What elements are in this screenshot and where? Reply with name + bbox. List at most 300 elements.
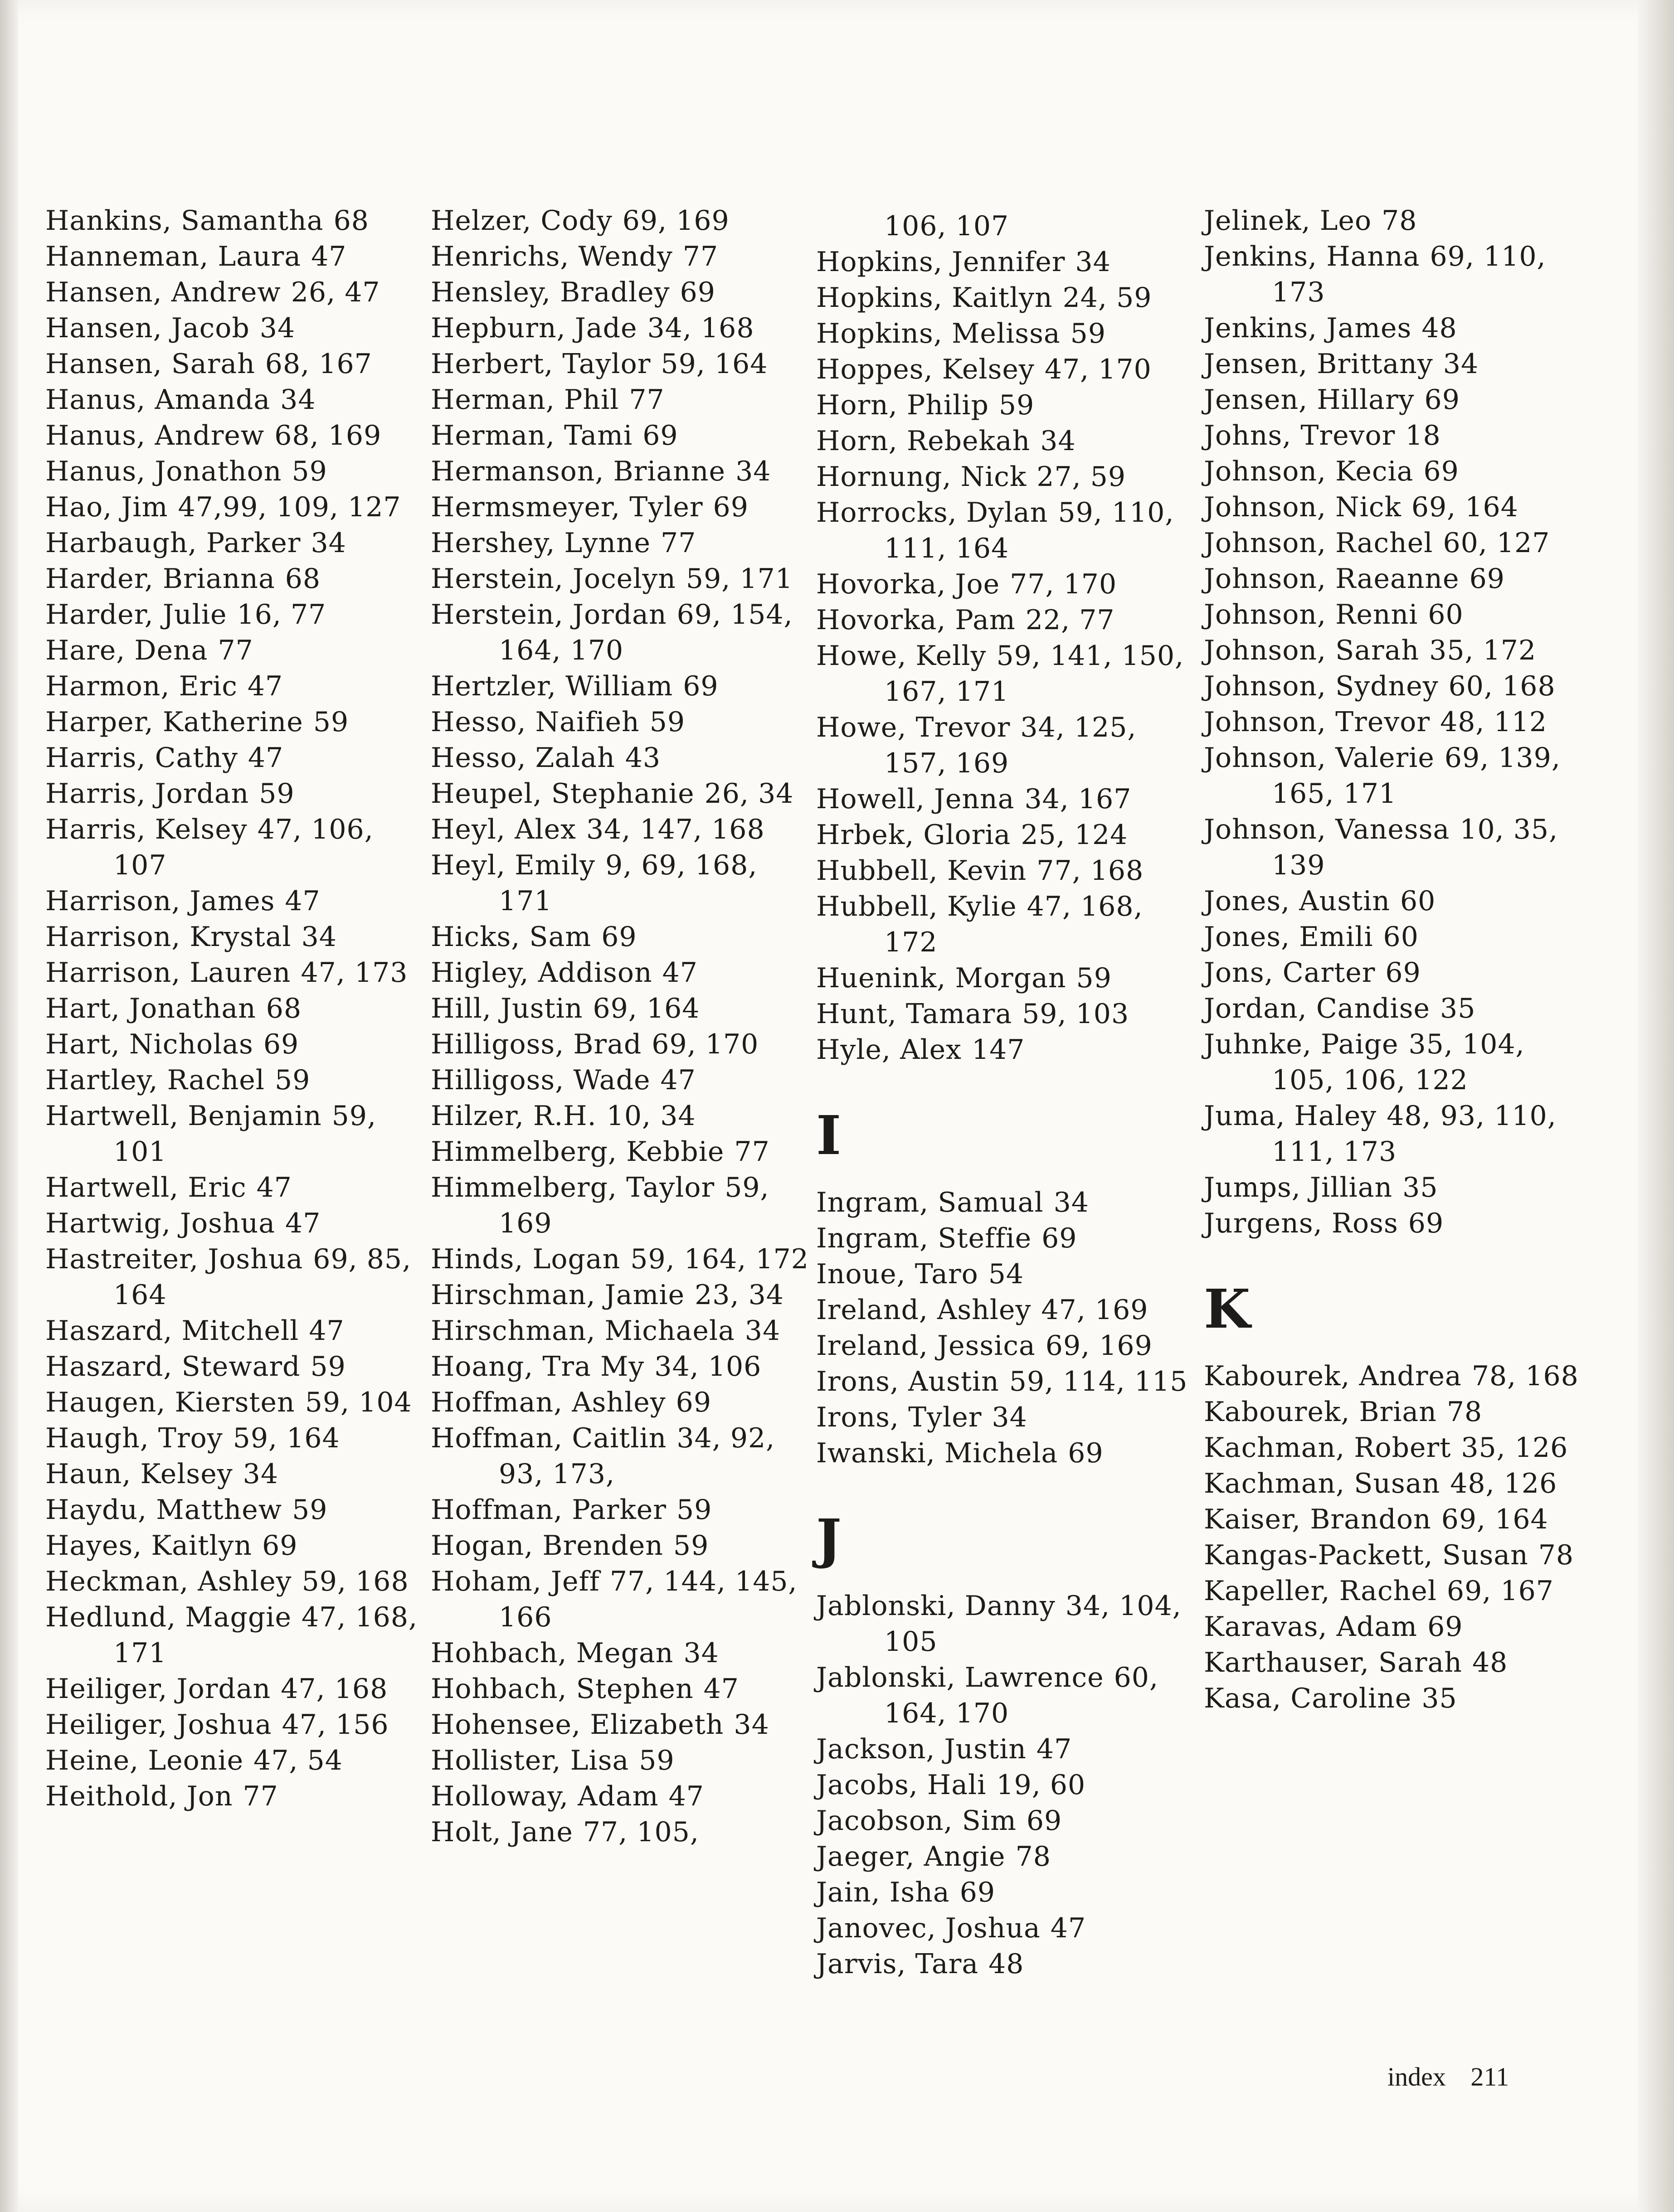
- entry-name: Jenkins, James: [1204, 312, 1412, 344]
- entry-name: Kabourek, Andrea: [1204, 1360, 1462, 1392]
- index-entry: [1204, 1573, 1585, 1609]
- entry-pages: 59, 164: [661, 348, 768, 380]
- entry-name: Jacobson, Sim: [816, 1805, 1017, 1837]
- index-entry: [1204, 1645, 1585, 1681]
- entry-pages: 69: [683, 670, 719, 702]
- entry-name: Hubbell, Kylie: [816, 891, 1017, 922]
- entry-pages: 69, 164: [1441, 1504, 1548, 1535]
- entry-continuation: 106, 107: [884, 210, 1009, 242]
- index-entry: [431, 382, 812, 418]
- index-entry: [431, 346, 812, 382]
- entry-pages: 69, 169: [622, 205, 730, 237]
- entry-pages: 68, 167: [265, 348, 372, 380]
- entry-pages: 59: [292, 1494, 328, 1526]
- entry-pages: 77: [734, 1136, 770, 1168]
- index-entry: [816, 1803, 1197, 1839]
- entry-name: Hanus, Jonathon: [45, 456, 282, 487]
- index-column-2: [431, 203, 812, 1850]
- index-entry: [1204, 1394, 1585, 1430]
- entry-name: Herstein, Jocelyn: [431, 563, 676, 595]
- entry-name: Hartwell, Benjamin: [45, 1100, 322, 1132]
- entry-pages: 34: [1075, 246, 1111, 278]
- entry-name: Ingram, Samual: [816, 1187, 1044, 1218]
- entry-name: Heithold, Jon: [45, 1780, 233, 1812]
- index-entry: [816, 1911, 1197, 1946]
- index-entry: [816, 1328, 1197, 1364]
- index-entry: [1204, 1358, 1585, 1394]
- entry-pages: 78, 168: [1471, 1360, 1579, 1392]
- index-entry: [45, 597, 426, 633]
- entry-pages: 69, 167: [1446, 1575, 1554, 1607]
- index-entry: [45, 1492, 426, 1528]
- entry-name: Hoang, Tra My: [431, 1351, 645, 1382]
- entry-pages: 48, 126: [1450, 1468, 1557, 1499]
- index-entry: [431, 704, 812, 740]
- section-letter-heading: I: [816, 1104, 842, 1167]
- entry-pages: 34: [259, 312, 296, 344]
- entry-name: Hohbach, Stephen: [431, 1673, 694, 1705]
- entry-name: Higley, Addison: [431, 957, 652, 989]
- index-entry: [45, 1707, 426, 1743]
- section-letter-heading: K: [1204, 1277, 1251, 1340]
- entry-pages: 59: [1070, 318, 1106, 349]
- entry-name: Hogan, Brenden: [431, 1530, 663, 1562]
- index-entry: [1204, 346, 1585, 382]
- entry-name: Karavas, Adam: [1204, 1611, 1418, 1643]
- entry-name: Hartley, Rachel: [45, 1064, 265, 1096]
- index-entry: [816, 1292, 1197, 1328]
- index-entry: [45, 669, 426, 704]
- index-entry: [45, 310, 426, 346]
- entry-name: Heyl, Alex: [431, 814, 576, 845]
- entry-pages: 59: [313, 706, 349, 738]
- index-entry: [45, 346, 426, 382]
- entry-name: Hirschman, Jamie: [431, 1279, 685, 1311]
- entry-pages: 69: [680, 276, 715, 308]
- entry-name: Hesso, Zalah: [431, 742, 615, 774]
- entry-pages: 19, 60: [996, 1769, 1086, 1801]
- index-entry: [431, 1779, 812, 1814]
- entry-name: Jarvis, Tara: [816, 1948, 979, 1980]
- index-entry: [431, 1528, 812, 1564]
- index-entry: [1204, 955, 1585, 991]
- entry-pages: 77: [218, 635, 253, 666]
- entry-name: Holloway, Adam: [431, 1780, 659, 1812]
- index-entry: [45, 955, 426, 991]
- entry-name: Johnson, Rachel: [1204, 527, 1433, 559]
- entry-pages: 35: [1421, 1683, 1457, 1714]
- index-entry: [816, 996, 1197, 1032]
- index-entry: [45, 1600, 426, 1671]
- index-column-1: [45, 203, 426, 1814]
- index-entry: [1204, 633, 1585, 669]
- entry-name: Herstein, Jordan: [431, 599, 667, 631]
- index-entry: [431, 525, 812, 561]
- entry-name: Horn, Philip: [816, 389, 989, 421]
- entry-name: Heyl, Emily: [431, 849, 596, 881]
- entry-name: Harrison, Krystal: [45, 921, 292, 953]
- entry-name: Hohbach, Megan: [431, 1637, 674, 1669]
- entry-pages: 69: [676, 1387, 712, 1418]
- entry-pages: 60: [1400, 885, 1436, 917]
- index-entry: [431, 669, 812, 704]
- index-entry: [431, 1349, 812, 1385]
- entry-name: Hermanson, Brianne: [431, 456, 726, 487]
- entry-pages: 59: [292, 456, 327, 487]
- entry-pages: 23, 34: [695, 1279, 784, 1311]
- index-entry: [816, 960, 1197, 996]
- entry-name: Hoffman, Caitlin: [431, 1422, 667, 1454]
- entry-name: Hopkins, Kaitlyn: [816, 282, 1053, 314]
- entry-pages: 47, 170: [1044, 354, 1152, 385]
- entry-pages: 34: [1443, 348, 1479, 380]
- index-entry: [45, 1456, 426, 1492]
- entry-pages: 69: [601, 921, 637, 953]
- entry-pages: 69, 154, 164, 170: [499, 599, 793, 666]
- entry-pages: 47: [248, 742, 284, 774]
- index-entry: [45, 991, 426, 1027]
- entry-name: Jenkins, Hanna: [1204, 241, 1420, 272]
- index-entry: [431, 1134, 812, 1170]
- entry-pages: 34, 168: [647, 312, 754, 344]
- entry-pages: 10, 34: [606, 1100, 696, 1132]
- entry-name: Haun, Kelsey: [45, 1458, 233, 1490]
- footer-label: index: [1387, 2062, 1446, 2091]
- entry-pages: 68, 169: [274, 420, 382, 451]
- entry-name: Hao, Jim: [45, 491, 168, 523]
- entry-pages: 47, 54: [253, 1745, 343, 1776]
- entry-pages: 77, 144, 145, 166: [499, 1566, 798, 1633]
- entry-name: Ireland, Ashley: [816, 1294, 1032, 1326]
- entry-pages: 47: [1050, 1912, 1086, 1944]
- entry-pages: 59, 168: [302, 1566, 409, 1597]
- index-entry: [45, 1313, 426, 1349]
- index-entry: [431, 848, 812, 919]
- index-entry: [45, 633, 426, 669]
- entry-pages: 69: [1469, 563, 1505, 595]
- entry-pages: 34: [280, 384, 316, 416]
- index-entry: [816, 1400, 1197, 1436]
- index-entry: [431, 454, 812, 490]
- entry-pages: 35, 172: [1429, 635, 1537, 666]
- index-entry: [431, 418, 812, 454]
- entry-name: Herman, Tami: [431, 420, 633, 451]
- index-entry: [45, 1170, 426, 1206]
- entry-pages: 69, 139, 165, 171: [1272, 742, 1561, 810]
- index-entry: [431, 1242, 812, 1277]
- entry-name: Johns, Trevor: [1204, 420, 1396, 451]
- entry-pages: 69, 85, 164: [113, 1243, 412, 1311]
- entry-name: Kasa, Caroline: [1204, 1683, 1412, 1714]
- entry-name: Hubbell, Kevin: [816, 855, 1027, 887]
- entry-pages: 147: [971, 1034, 1025, 1066]
- entry-name: Helzer, Cody: [431, 205, 613, 237]
- index-entry: [431, 310, 812, 346]
- entry-pages: 59: [673, 1530, 709, 1562]
- entry-pages: 47,99, 109, 127: [178, 491, 401, 523]
- entry-pages: 34, 104, 105: [884, 1590, 1182, 1658]
- index-entry: [431, 955, 812, 991]
- entry-pages: 69, 170: [652, 1028, 759, 1060]
- entry-name: Hicks, Sam: [431, 921, 592, 953]
- index-entry: [45, 883, 426, 919]
- entry-pages: 48: [988, 1948, 1024, 1980]
- index-entry: [431, 1385, 812, 1421]
- entry-name: Hilligoss, Brad: [431, 1028, 642, 1060]
- index-entry: [431, 1277, 812, 1313]
- index-entry: [816, 1660, 1197, 1732]
- entry-name: Jablonski, Lawrence: [816, 1662, 1104, 1693]
- entry-name: Hare, Dena: [45, 635, 208, 666]
- index-entry: [431, 239, 812, 275]
- entry-name: Hansen, Jacob: [45, 312, 250, 344]
- entry-name: Heiliger, Joshua: [45, 1709, 272, 1741]
- entry-name: Hedlund, Maggie: [45, 1601, 292, 1633]
- entry-name: Hill, Justin: [431, 993, 583, 1024]
- index-entry: [816, 1032, 1197, 1068]
- index-entry: [431, 919, 812, 955]
- entry-pages: 69: [1041, 1222, 1077, 1254]
- index-entry: [45, 1062, 426, 1098]
- entry-pages: 77: [629, 384, 665, 416]
- index-entry: [1204, 1098, 1585, 1170]
- entry-name: Howell, Jenna: [816, 783, 1015, 815]
- entry-name: Johnson, Renni: [1204, 599, 1418, 631]
- entry-pages: 69, 169: [1045, 1330, 1153, 1362]
- index-entry: [45, 1027, 426, 1062]
- index-entry: [45, 525, 426, 561]
- index-entry: [816, 459, 1197, 495]
- index-entry: [431, 1313, 812, 1349]
- entry-name: Hesso, Naifieh: [431, 706, 640, 738]
- entry-name: Hovorka, Joe: [816, 568, 1000, 600]
- entry-pages: 34, 167: [1024, 783, 1132, 815]
- index-entry: [816, 1732, 1197, 1767]
- entry-pages: 59: [1076, 962, 1112, 994]
- entry-pages: 59, 104: [305, 1387, 412, 1418]
- entry-name: Hensley, Bradley: [431, 276, 670, 308]
- index-entry: [431, 812, 812, 848]
- index-entry: [816, 781, 1197, 817]
- entry-pages: 59, 101: [113, 1100, 377, 1168]
- index-entry: [1204, 1027, 1585, 1098]
- entry-name: Hart, Nicholas: [45, 1028, 253, 1060]
- entry-name: Howe, Kelly: [816, 640, 987, 672]
- entry-name: Jordan, Candise: [1204, 993, 1431, 1024]
- index-entry: [45, 812, 426, 883]
- entry-name: Hansen, Andrew: [45, 276, 281, 308]
- index-entry: [45, 275, 426, 310]
- entry-name: Jensen, Hillary: [1204, 384, 1415, 416]
- index-entry: [816, 388, 1197, 423]
- entry-pages: 34: [735, 456, 771, 487]
- index-entry: [45, 1528, 426, 1564]
- entry-pages: 69: [263, 1028, 299, 1060]
- entry-name: Ireland, Jessica: [816, 1330, 1036, 1362]
- entry-name: Hovorka, Pam: [816, 604, 1016, 636]
- entry-name: Jones, Emili: [1204, 921, 1373, 953]
- entry-pages: 47, 168, 172: [884, 891, 1143, 958]
- entry-name: Kapeller, Rachel: [1204, 1575, 1437, 1607]
- index-entry: [431, 561, 812, 597]
- entry-pages: 35, 126: [1461, 1432, 1568, 1464]
- index-entry: [816, 1875, 1197, 1911]
- index-entry: [431, 1098, 812, 1134]
- index-entry: [45, 1349, 426, 1385]
- entry-name: Herman, Phil: [431, 384, 619, 416]
- entry-name: Heckman, Ashley: [45, 1566, 292, 1597]
- index-entry: [1204, 418, 1585, 454]
- entry-pages: 43: [625, 742, 661, 774]
- entry-name: Johnson, Kecia: [1204, 456, 1414, 487]
- index-entry: [816, 889, 1197, 960]
- index-entry: [45, 561, 426, 597]
- entry-pages: 34: [734, 1709, 769, 1741]
- entry-name: Hopkins, Melissa: [816, 318, 1061, 349]
- index-entry: [1204, 1466, 1585, 1502]
- entry-pages: 59: [310, 1351, 346, 1382]
- entry-pages: 47: [662, 957, 698, 989]
- entry-name: Hermsmeyer, Tyler: [431, 491, 703, 523]
- entry-pages: 48, 93, 110, 111, 173: [1272, 1100, 1557, 1168]
- entry-pages: 27, 59: [1037, 461, 1126, 493]
- index-entry: [816, 1256, 1197, 1292]
- entry-pages: 47: [1036, 1733, 1072, 1765]
- entry-pages: 69: [1385, 957, 1421, 989]
- entry-name: Kabourek, Brian: [1204, 1396, 1437, 1428]
- entry-pages: 78: [1538, 1539, 1574, 1571]
- entry-name: Heine, Leonie: [45, 1745, 244, 1776]
- entry-pages: 69, 164: [593, 993, 700, 1024]
- index-entry: [816, 710, 1197, 781]
- entry-name: Johnson, Raeanne: [1204, 563, 1460, 595]
- entry-name: Hanus, Andrew: [45, 420, 265, 451]
- entry-pages: 47, 169: [1041, 1294, 1148, 1326]
- entry-pages: 59, 114, 115: [1009, 1366, 1188, 1397]
- entry-name: Hyle, Alex: [816, 1034, 962, 1066]
- entry-pages: 69: [1068, 1437, 1104, 1469]
- entry-name: Hirschman, Michaela: [431, 1315, 735, 1347]
- entry-pages: 77, 170: [1010, 568, 1117, 600]
- entry-pages: 59, 103: [1022, 998, 1129, 1030]
- index-entry: [45, 1098, 426, 1170]
- index-entry: [45, 1779, 426, 1814]
- entry-name: Jurgens, Ross: [1204, 1208, 1398, 1239]
- entry-pages: 69: [1423, 456, 1459, 487]
- entry-pages: 34: [301, 921, 337, 953]
- entry-pages: 59: [649, 706, 686, 738]
- entry-name: Irons, Tyler: [816, 1402, 982, 1433]
- entry-pages: 34: [243, 1458, 278, 1490]
- entry-pages: 77: [661, 527, 696, 559]
- entry-name: Juhnke, Paige: [1204, 1028, 1399, 1060]
- entry-name: Jablonski, Danny: [816, 1590, 1056, 1622]
- entry-name: Inoue, Taro: [816, 1258, 978, 1290]
- entry-name: Hunt, Tamara: [816, 998, 1012, 1030]
- entry-pages: 69: [262, 1530, 298, 1562]
- entry-name: Hanus, Amanda: [45, 384, 271, 416]
- index-entry: [431, 1707, 812, 1743]
- entry-pages: 34: [311, 527, 346, 559]
- entry-name: Hopkins, Jennifer: [816, 246, 1066, 278]
- index-entry: [1204, 525, 1585, 561]
- index-entry: [1204, 1609, 1585, 1645]
- index-entry: [816, 602, 1197, 638]
- entry-pages: 26, 34: [704, 778, 794, 810]
- entry-name: Huenink, Morgan: [816, 962, 1066, 994]
- index-entry: [1204, 669, 1585, 704]
- entry-name: Haszard, Mitchell: [45, 1315, 299, 1347]
- entry-pages: 47: [668, 1780, 704, 1812]
- entry-name: Hart, Jonathan: [45, 993, 256, 1024]
- index-entry: [431, 776, 812, 812]
- index-entry: [1204, 704, 1585, 740]
- index-entry: [431, 1492, 812, 1528]
- entry-pages: 47, 173: [301, 957, 408, 989]
- index-entry: [816, 638, 1197, 710]
- index-column-4: [1204, 203, 1585, 1717]
- index-entry: [431, 597, 812, 669]
- entry-name: Jons, Carter: [1204, 957, 1376, 989]
- index-entry: [45, 1242, 426, 1313]
- entry-name: Harris, Jordan: [45, 778, 249, 810]
- entry-name: Jackson, Justin: [816, 1733, 1027, 1765]
- index-entry: [431, 203, 812, 239]
- entry-pages: 68: [266, 993, 302, 1024]
- entry-pages: 68: [333, 205, 369, 237]
- entry-pages: 59, 171: [686, 563, 793, 595]
- entry-pages: 26, 47: [291, 276, 380, 308]
- entry-name: Kangas-Packett, Susan: [1204, 1539, 1528, 1571]
- entry-name: Hoffman, Parker: [431, 1494, 667, 1526]
- index-entry: [45, 418, 426, 454]
- entry-pages: 60: [1428, 599, 1464, 631]
- entry-pages: 78: [1446, 1396, 1483, 1428]
- index-entry: [816, 1364, 1197, 1400]
- index-entry: [816, 423, 1197, 459]
- entry-name: Haugh, Troy: [45, 1422, 223, 1454]
- entry-pages: 78: [1015, 1841, 1051, 1872]
- entry-pages: 34, 106: [654, 1351, 762, 1382]
- entry-name: Haydu, Matthew: [45, 1494, 282, 1526]
- index-entry: [45, 454, 426, 490]
- entry-pages: 47: [247, 670, 283, 702]
- entry-name: Jumps, Jillian: [1204, 1172, 1393, 1203]
- index-entry: [45, 1385, 426, 1421]
- entry-pages: 59: [639, 1745, 675, 1776]
- index-entry: [431, 1671, 812, 1707]
- entry-name: Kachman, Robert: [1204, 1432, 1451, 1464]
- entry-pages: 18: [1405, 420, 1441, 451]
- entry-pages: 69, 164: [1411, 491, 1518, 523]
- entry-pages: 77, 168: [1037, 855, 1144, 887]
- entry-name: Harris, Cathy: [45, 742, 238, 774]
- index-entry: [431, 1564, 812, 1635]
- entry-pages: 69: [1026, 1805, 1062, 1837]
- entry-pages: 9, 69, 168, 171: [499, 849, 758, 917]
- entry-name: Ingram, Steffie: [816, 1222, 1032, 1254]
- entry-pages: 54: [988, 1258, 1024, 1290]
- index-entry: [1204, 1681, 1585, 1717]
- index-entry: [431, 490, 812, 525]
- entry-pages: 34, 147, 168: [586, 814, 765, 845]
- entry-name: Harrison, Lauren: [45, 957, 291, 989]
- entry-pages: 47: [285, 885, 321, 917]
- section-letter-heading: J: [816, 1507, 842, 1570]
- index-entry: [431, 1027, 812, 1062]
- entry-name: Jensen, Brittany: [1204, 348, 1433, 380]
- index-entry: [45, 203, 426, 239]
